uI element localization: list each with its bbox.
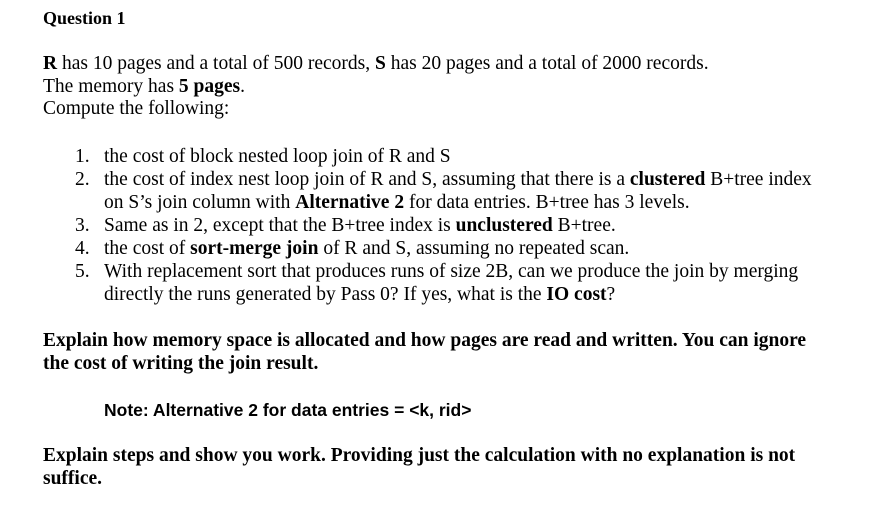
emphasis-sort-merge-join: sort-merge join — [190, 238, 319, 259]
memory-period: . — [240, 75, 246, 97]
text-segment: B+tree index — [705, 169, 812, 190]
explain-line: the cost of writing the join result. — [43, 353, 319, 374]
memory-description — [43, 76, 709, 99]
emphasis-io-cost: IO cost — [546, 284, 607, 305]
list-item-text — [104, 168, 844, 191]
relation-r-description: has 10 pages and a total of 500 records, — [57, 53, 375, 74]
text-segment: Same as in 2, except that the B+tree index is — [104, 215, 456, 236]
list-item-text: the cost of block nested loop join of R and S — [104, 146, 451, 167]
problem-statement — [43, 53, 709, 121]
text-segment: directly the runs generated by Pass 0? If yes, what is the — [104, 284, 547, 305]
final-line: Explain steps and show you work. Providing just the calculation with no explanation is not — [43, 445, 796, 466]
relation-s-label: S — [374, 53, 386, 74]
compute-prompt: Compute the following: — [43, 98, 230, 119]
list-number: 1. — [75, 146, 90, 167]
emphasis-clustered: clustered — [629, 169, 706, 190]
list-item — [0, 237, 844, 260]
list-item — [0, 168, 844, 214]
list-number: 2. — [75, 169, 90, 190]
relation-r-label: R — [43, 53, 58, 74]
list-number: 5. — [75, 261, 90, 282]
memory-text: The memory has — [43, 75, 179, 97]
final-line: suffice. — [43, 468, 103, 489]
question-title: Question 1 — [43, 8, 126, 28]
memory-pages: 5 pages — [178, 75, 241, 97]
text-segment: for data entries. B+tree has 3 levels. — [404, 192, 690, 213]
list-item-text — [104, 237, 844, 260]
list-item — [0, 214, 844, 237]
text-segment: B+tree. — [552, 215, 616, 236]
emphasis-alternative-2: Alternative 2 — [295, 192, 405, 213]
list-item-text — [104, 283, 844, 306]
explain-instructions — [43, 329, 806, 375]
list-item — [0, 260, 844, 306]
text-segment: the cost of — [104, 238, 191, 259]
text-segment: of R and S, assuming no repeated scan. — [318, 238, 630, 259]
alternative-2-note: Note: Alternative 2 for data entries = <k, rid> — [104, 400, 472, 420]
emphasis-unclustered: unclustered — [455, 215, 553, 236]
text-segment: the cost of index nest loop join of R and S, assuming that there is a — [104, 169, 630, 190]
task-list — [0, 145, 877, 306]
list-number: 4. — [75, 238, 90, 259]
text-segment: on S’s join column with — [104, 192, 296, 213]
explain-line: Explain how memory space is allocated and how pages are read and written. You can ignore — [43, 330, 807, 351]
list-item-text: With replacement sort that produces runs of size 2B, can we produce the join by merging — [104, 261, 799, 282]
final-instructions — [43, 444, 795, 490]
relations-description — [43, 53, 709, 76]
list-item-text — [104, 191, 844, 214]
list-item — [0, 145, 844, 168]
relation-s-description: has 20 pages and a total of 2000 records. — [385, 53, 709, 74]
text-segment: ? — [606, 284, 616, 305]
list-item-text — [104, 214, 844, 237]
list-number: 3. — [75, 215, 90, 236]
